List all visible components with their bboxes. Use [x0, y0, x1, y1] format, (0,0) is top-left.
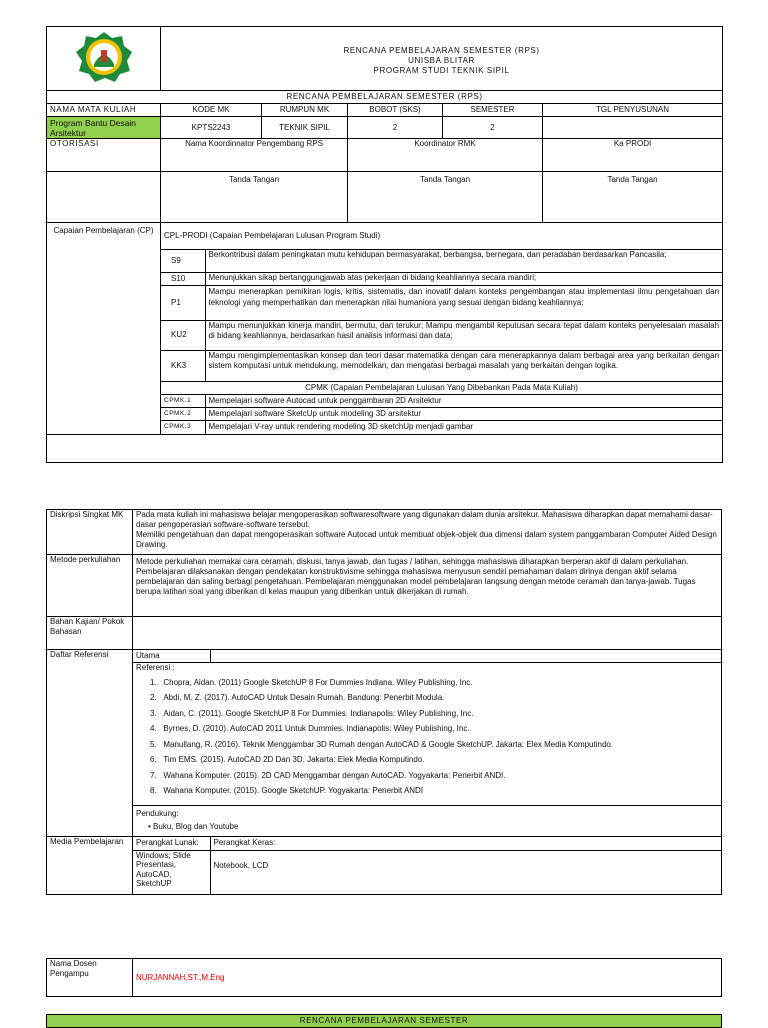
- cpmk-title: CPMK (Capaian Pembelajaran Lulusan Yang Dibebankan Pada Mata Kuliah): [161, 381, 722, 394]
- metode-text: Metode perkuliahan memakai cara ceramah, diskusi, tanya jawab, dan tugas / latihan, sehingga mahasiswa diharapkan berperan aktif di dalam perkuliahan. Pembelajaran dilaksanakan dengan pendekatan konstruktivisme sehingga mahasiswa menyusun sendiri pemahaman dalam dirinya dengan aktif selama pembelajaran dan saling berbagi pengetahuan. Pembelajaran menggunakan model pembelajaran langsung dengan metode ceramah dan tanya-jawab. Tugas berupa latihan soal yang diberikan di kelas maupun yang diberikan untuk dikerjakan di rumah.: [133, 555, 722, 617]
- dosen-label: Nama Dosen Pengampu: [47, 959, 133, 997]
- col-semester: SEMESTER: [443, 104, 543, 117]
- pendukung-cell: [133, 805, 721, 836]
- cpmk-text: Mempelajari V-ray untuk rendering modeling 3D sketchUp menjadi gambar: [205, 420, 722, 434]
- val-rumpun-mk: TEKNIK SIPIL: [262, 117, 348, 139]
- tanda-tangan-2: Tanda Tangan: [348, 172, 543, 223]
- cpl-text: Berkontribusi dalam peningkatan mutu kehidupan bermasyarakat, berbangsa, bernegara, dan peradaban berdasarkan Pancasila;: [205, 249, 722, 272]
- cpl-code: S9: [161, 249, 205, 272]
- logo-cell: [47, 27, 161, 91]
- perangkat-lunak-label: Perangkat Lunak:: [133, 837, 210, 850]
- val-semester: 2: [443, 117, 543, 139]
- cp-inner-table: [161, 223, 722, 434]
- col-rumpun-mk: RUMPUN MK: [262, 104, 348, 117]
- next-section-title: RENCANA PEMBELAJARAN SEMESTER: [299, 1016, 469, 1025]
- header-line2: UNISBA BLITAR: [408, 55, 475, 65]
- pendukung-label: Pendukung:: [136, 808, 179, 818]
- dosen-table: [46, 958, 722, 997]
- referensi-label: Daftar Referensi: [47, 650, 133, 837]
- dosen-value: NURJANNAH,ST.,M.Eng: [133, 959, 722, 997]
- val-nama-mk: Program Bantu Desain Arsitektur: [47, 117, 161, 139]
- perangkat-keras-value: Notebook, LCD: [210, 850, 721, 894]
- col-nama-mk: NAMA MATA KULIAH: [47, 104, 161, 117]
- referensi-list: [136, 673, 718, 799]
- cpl-text: Mampu menunjukkan kinerja mandiri, bermutu, dan terukur; Mampu mengambil keputusan secara tepat dalam konteks penyelesaian masalah di bidang keahliannya, berdasarkan hasil analisis informasi dan data;: [205, 320, 722, 350]
- pendukung-item: • Buku, Blog dan Youtube: [148, 821, 239, 831]
- header-line3: PROGRAM STUDI TEKNIK SIPIL: [373, 65, 510, 75]
- cpl-text: Mampu mengimplementasikan konsep dan teori dasar matematika dengan cara menerapkannya dalam berbagai area yang berkaitan dengan sistem komputasi untuk mendukung, memodelkan, dan mengatasi berbagai masalah yang berkaitan dengan logika.: [205, 350, 722, 381]
- list-item: 6. Tim EMS. (2015). AutoCAD 2D Dan 3D. Jakarta: Elek Media Komputindo.: [150, 755, 425, 764]
- cpl-code: KK3: [161, 350, 205, 381]
- val-kode-mk: KPTS2243: [161, 117, 262, 139]
- cpl-code: S10: [161, 272, 205, 285]
- header-line1: RENCANA PEMBELAJARAN SEMESTER (RPS): [343, 45, 540, 55]
- ka-prodi: Ka PRODI: [543, 139, 723, 172]
- cp-label: Capaian Pembelajaran (CP): [47, 223, 161, 435]
- cpl-text: Menunjukkan sikap bertanggungjawab atas pekerjaan di bidang keahliannya secara mandiri;: [205, 272, 722, 285]
- cpl-title: CPL-PRODI (Capaian Pembelajaran Lulusan Program Studi): [161, 223, 722, 249]
- media-label: Media Pembelajaran: [47, 837, 133, 895]
- rps-header-table: [46, 26, 723, 463]
- cpmk-text: Mempelajari software Autocad untuk penggambaran 2D Arsitektur: [205, 394, 722, 407]
- deskripsi-label: Diskripsi Singkat MK: [47, 510, 133, 555]
- list-item: 1. Chopra, Aidan. (2011) Google SketchUP 8 For Dummies Indiana. Wiley Publishing, Inc.: [150, 677, 473, 687]
- unisba-logo-icon: [72, 30, 136, 84]
- perangkat-keras-label: Perangkat Keras:: [210, 837, 721, 850]
- pengembang-rps: Nama Koordinnator Pengembang RPS: [161, 139, 348, 172]
- referensi-heading: Referensi :: [136, 662, 175, 672]
- cpl-code: P1: [161, 285, 205, 320]
- cp-content: [161, 223, 723, 435]
- cpmk-code: CPMK.2: [161, 407, 205, 420]
- list-item: 3. Aidan, C. (2011). Google SketchUP 8 For Dummies. Indianapolis: Wiley Publishing, Inc.: [150, 708, 474, 718]
- bahan-label: Bahan Kajian/ Pokok Bahasan: [47, 617, 133, 650]
- deskripsi-text-2: Memiliki pengetahuan dan dapat mengoperasikan software Autocad untuk membuat objek-objek dua dimensi dalam system panggambaran Computer Aided Design Drawing.: [136, 530, 717, 549]
- next-section-title-bar: [46, 1014, 722, 1028]
- perangkat-lunak-value: Windows; Slide Presentasi, AutoCAD, SketchUP: [133, 850, 210, 894]
- list-item: 2. Abdi, M. Z. (2017). AutoCAD Untuk Desain Rumah. Bandung: Penerbit Modula.: [150, 693, 445, 702]
- referensi-content: [133, 650, 722, 837]
- cpl-code: KU2: [161, 320, 205, 350]
- deskripsi-text-1: Pada mata kuliah ini mahasiswa belajar mengoperasikan softwaresoftware yang digunakan dalam dunia arsitekur. Mahasiswa diharapkan dapat memahami dasar-dasar pengoperasian software-software tersebut.: [136, 510, 713, 529]
- col-bobot: BOBOT (SKS): [348, 104, 443, 117]
- referensi-inner-table: [133, 650, 721, 836]
- referensi-list-cell: [133, 662, 721, 805]
- otorisasi-label: OTORISASI: [47, 139, 161, 172]
- cpmk-code: CPMK.3: [161, 420, 205, 434]
- list-item: 8. Wahana Komputer. (2015). Google SketchUP. Yogyakarta: Penerbit ANDI: [150, 786, 424, 795]
- rps-title: RENCANA PEMBELAJARAN SEMESTER (RPS): [47, 91, 723, 104]
- list-item: 5. Manullang, R. (2016). Teknik Menggambar 3D Rumah dengan AutoCAD & Google SketchUP. Jakarta: Elex Media Komputindo.: [150, 739, 614, 749]
- referensi-utama: Utama: [133, 650, 210, 662]
- cpl-text: Mampu menerapkan pemikiran logis, kritis, sistematis, dan inovatif dalam konteks pengembangan atau implementasi ilmu pengetahuan dan teknologi yang memperhatikan dan menerapkan nilai humaniora yang sesuai dengan bidang keahliannya;: [205, 285, 722, 320]
- cpmk-text: Mempelajari software SketcUp untuk modeling 3D arsitektur: [205, 407, 722, 420]
- tanda-tangan-1: Tanda Tangan: [161, 172, 348, 223]
- tanda-tangan-3: Tanda Tangan: [543, 172, 723, 223]
- header-titles: [161, 27, 723, 91]
- list-item: 7. Wahana Komputer. (2015). 2D CAD Menggambar dengan AutoCAD. Yogyakarta: Penerbit ANDI.: [150, 770, 506, 780]
- bullet-icon: •: [148, 821, 154, 831]
- media-content: [133, 837, 722, 895]
- cpmk-code: CPMK.1: [161, 394, 205, 407]
- val-tgl: [543, 117, 723, 139]
- course-detail-table: [46, 509, 722, 895]
- list-item: 4. Byrnes, D. (2010). AutoCAD 2011 Untuk Dummies. Indianapolis: Wiley Publishing, Inc.: [150, 724, 470, 733]
- col-kode-mk: KODE MK: [161, 104, 262, 117]
- col-tgl: TGL PENYUSUNAN: [543, 104, 723, 117]
- deskripsi-text: [133, 510, 722, 555]
- metode-label: Metode perkuliahan: [47, 555, 133, 617]
- media-inner-table: [133, 837, 721, 894]
- koordinator-rmk: Koordinator RMK: [348, 139, 543, 172]
- val-bobot: 2: [348, 117, 443, 139]
